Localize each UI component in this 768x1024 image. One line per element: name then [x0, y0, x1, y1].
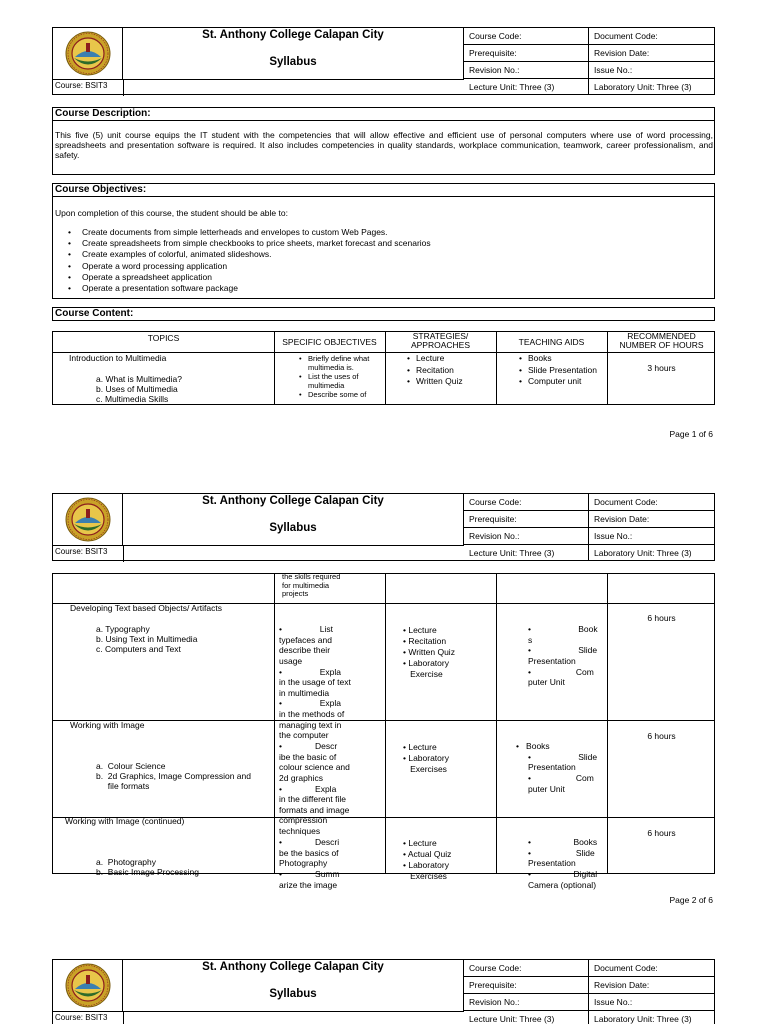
- col-specific-objectives: SPECIFIC OBJECTIVES: [282, 337, 377, 347]
- strategy-item: • Recitation: [416, 365, 463, 377]
- strategies: • Lecture • Recitation • Written Quiz • Laboratory Exercise: [403, 625, 455, 679]
- carry-over-text: the skills required for multimedia projects: [282, 572, 341, 598]
- course-content-heading: Course Content:: [52, 307, 715, 321]
- col-hours-2: NUMBER OF HOURS: [619, 340, 704, 350]
- lecture-unit-field: Lecture Unit: Three (3): [464, 1011, 589, 1024]
- doc-title: Syllabus: [269, 522, 317, 534]
- course-code-field: Course Code:: [464, 494, 589, 511]
- topic-title: Introduction to Multimedia: [69, 353, 167, 363]
- course-label: Course: BSIT3: [55, 1013, 108, 1022]
- objective-line: • Briefly define what: [299, 354, 370, 363]
- objective-line: multimedia: [308, 381, 345, 390]
- specific-objectives: • Descr ibe the basic of colour science and 2d graphics • Expla in the different file formats and image compression techniques: [279, 741, 350, 836]
- course-cell: [53, 545, 464, 561]
- topic-sub: c. Multimedia Skills: [96, 394, 169, 404]
- document-code-field: Document Code:: [589, 28, 715, 45]
- course-label: Course: BSIT3: [55, 81, 108, 90]
- strategies-list: [416, 353, 463, 388]
- strategy-item: • Written Quiz: [416, 376, 463, 388]
- page3-header: [52, 959, 715, 1024]
- header-fields: [464, 494, 715, 561]
- college-name: St. Anthony College Calapan City: [202, 961, 384, 973]
- title-cell: [123, 28, 464, 79]
- objective-item: • Operate a spreadsheet application: [82, 272, 431, 283]
- objectives-intro: Upon completion of this course, the student should be able to:: [55, 208, 288, 218]
- topic-subs: a. Photography b. Basic Image Processing: [96, 857, 199, 877]
- issue-no-field: Issue No.:: [589, 994, 715, 1011]
- content-table-continued: [52, 572, 715, 890]
- objective-line: • List the uses of: [299, 372, 359, 381]
- objective-item: • Create spreadsheets from simple checkbooks to price sheets, market forecast and scenarios: [82, 238, 431, 249]
- prerequisite-field: Prerequisite:: [464, 45, 589, 62]
- doc-title: Syllabus: [269, 56, 317, 68]
- topic-subs: [96, 374, 182, 404]
- aid-item: • Books: [528, 353, 597, 365]
- page1-header: [52, 27, 715, 95]
- title-cell: [123, 494, 464, 545]
- title-cell: [123, 960, 464, 1011]
- lab-unit-field: Laboratory Unit: Three (3): [594, 1014, 692, 1024]
- logo-cell: [53, 960, 123, 1011]
- objective-line: • Describe some of: [299, 390, 367, 399]
- hours-value: 6 hours: [647, 731, 676, 741]
- objective-item: • Create examples of colorful, animated slideshows.: [82, 249, 431, 260]
- college-seal-icon: [65, 963, 111, 1008]
- lab-unit-field: Laboratory Unit: Three (3): [594, 82, 692, 92]
- college-name: St. Anthony College Calapan City: [202, 495, 384, 507]
- logo-cell: [53, 494, 123, 545]
- course-objectives-heading: Course Objectives:: [52, 183, 715, 197]
- prerequisite-field: Prerequisite:: [464, 977, 589, 994]
- col-strategies-1: STRATEGIES/: [412, 331, 469, 341]
- doc-title: Syllabus: [269, 988, 317, 1000]
- course-description-heading: Course Description:: [52, 107, 715, 121]
- specific-objectives-list: [299, 354, 370, 399]
- lecture-unit-field: Lecture Unit: Three (3): [464, 79, 589, 95]
- revision-no-field: Revision No.:: [464, 994, 589, 1011]
- issue-no-field: Issue No.:: [589, 62, 715, 79]
- topic-subs: a. Colour Science b. 2d Graphics, Image Compression and file formats: [96, 761, 251, 791]
- topic-sub: b. Uses of Multimedia: [96, 384, 178, 394]
- page2-header: [52, 493, 715, 561]
- course-code-field: Course Code:: [464, 960, 589, 977]
- col-topics: TOPICS: [147, 333, 180, 343]
- col-teaching-aids: TEACHING AIDS: [518, 337, 585, 347]
- topic-title: Working with Image: [70, 720, 145, 730]
- hours-value: 6 hours: [647, 613, 676, 623]
- college-seal-icon: [65, 497, 111, 542]
- revision-date-field: Revision Date:: [589, 45, 715, 62]
- col-strategies-2: APPROACHES: [410, 340, 471, 350]
- objective-line: multimedia is.: [308, 363, 354, 372]
- objective-item: • Operate a presentation software package: [82, 283, 431, 294]
- course-cell: [53, 1011, 464, 1024]
- objective-item: • Operate a word processing application: [82, 261, 431, 272]
- hours-value: 6 hours: [647, 828, 676, 838]
- strategies: • Lecture • Actual Quiz • Laboratory Exercises: [403, 838, 452, 881]
- revision-no-field: Revision No.:: [464, 528, 589, 545]
- document-code-field: Document Code:: [589, 960, 715, 977]
- page-number: Page 2 of 6: [669, 895, 713, 905]
- hours-value: 3 hours: [647, 363, 676, 373]
- teaching-aids: • Books • Slide Presentation • Digital Camera (optional): [528, 837, 598, 890]
- teaching-aids-list: [528, 353, 597, 388]
- college-seal-icon: [65, 31, 111, 76]
- course-code-field: Course Code:: [464, 28, 589, 45]
- page-number: Page 1 of 6: [669, 429, 713, 439]
- aid-item: • Computer unit: [528, 376, 597, 388]
- course-cell: [53, 79, 464, 95]
- lab-unit-field: Laboratory Unit: Three (3): [594, 548, 692, 558]
- header-fields: [464, 960, 715, 1024]
- strategies: • Lecture • Laboratory Exercises: [403, 742, 449, 774]
- topic-title: Working with Image (continued): [65, 816, 185, 826]
- content-table: [52, 331, 715, 405]
- objectives-list: [82, 227, 431, 294]
- prerequisite-field: Prerequisite:: [464, 511, 589, 528]
- objective-item: • Create documents from simple letterheads and envelopes to custom Web Pages.: [82, 227, 431, 238]
- aid-item: • Slide Presentation: [528, 365, 597, 377]
- specific-objectives: • List typefaces and describe their usage • Expla in the usage of text in multimedia • Expla in the methods of managing text in the computer: [279, 624, 351, 741]
- document-code-field: Document Code:: [589, 494, 715, 511]
- strategy-item: • Lecture: [416, 353, 463, 365]
- course-label: Course: BSIT3: [55, 547, 108, 556]
- topic-sub: a. What is Multimedia?: [96, 374, 182, 384]
- header-fields: [464, 28, 715, 95]
- college-name: St. Anthony College Calapan City: [202, 29, 384, 41]
- lecture-unit-field: Lecture Unit: Three (3): [464, 545, 589, 561]
- specific-objectives: • Descri be the basics of Photography • Summ arize the image: [279, 837, 340, 890]
- course-description-text: This five (5) unit course equips the IT student with the competencies that will allow effective and efficient use of personal computers where use of word processing, spreadsheets and presentation software is required. It also includes competencies in quality standards, workplace communication, teamwork, career professionalism, and safety.: [55, 130, 713, 160]
- issue-no-field: Issue No.:: [589, 528, 715, 545]
- revision-date-field: Revision Date:: [589, 511, 715, 528]
- topic-subs: a. Typography b. Using Text in Multimedia c. Computers and Text: [96, 624, 198, 654]
- revision-no-field: Revision No.:: [464, 62, 589, 79]
- logo-cell: [53, 28, 123, 79]
- revision-date-field: Revision Date:: [589, 977, 715, 994]
- teaching-aids: • Book s • Slide Presentation • Com puter Unit: [528, 624, 598, 688]
- topic-title: Developing Text based Objects/ Artifacts: [70, 603, 222, 613]
- teaching-aids: • Books • Slide Presentation • Com puter Unit: [516, 741, 598, 794]
- col-hours-1: RECOMMENDED: [627, 331, 696, 341]
